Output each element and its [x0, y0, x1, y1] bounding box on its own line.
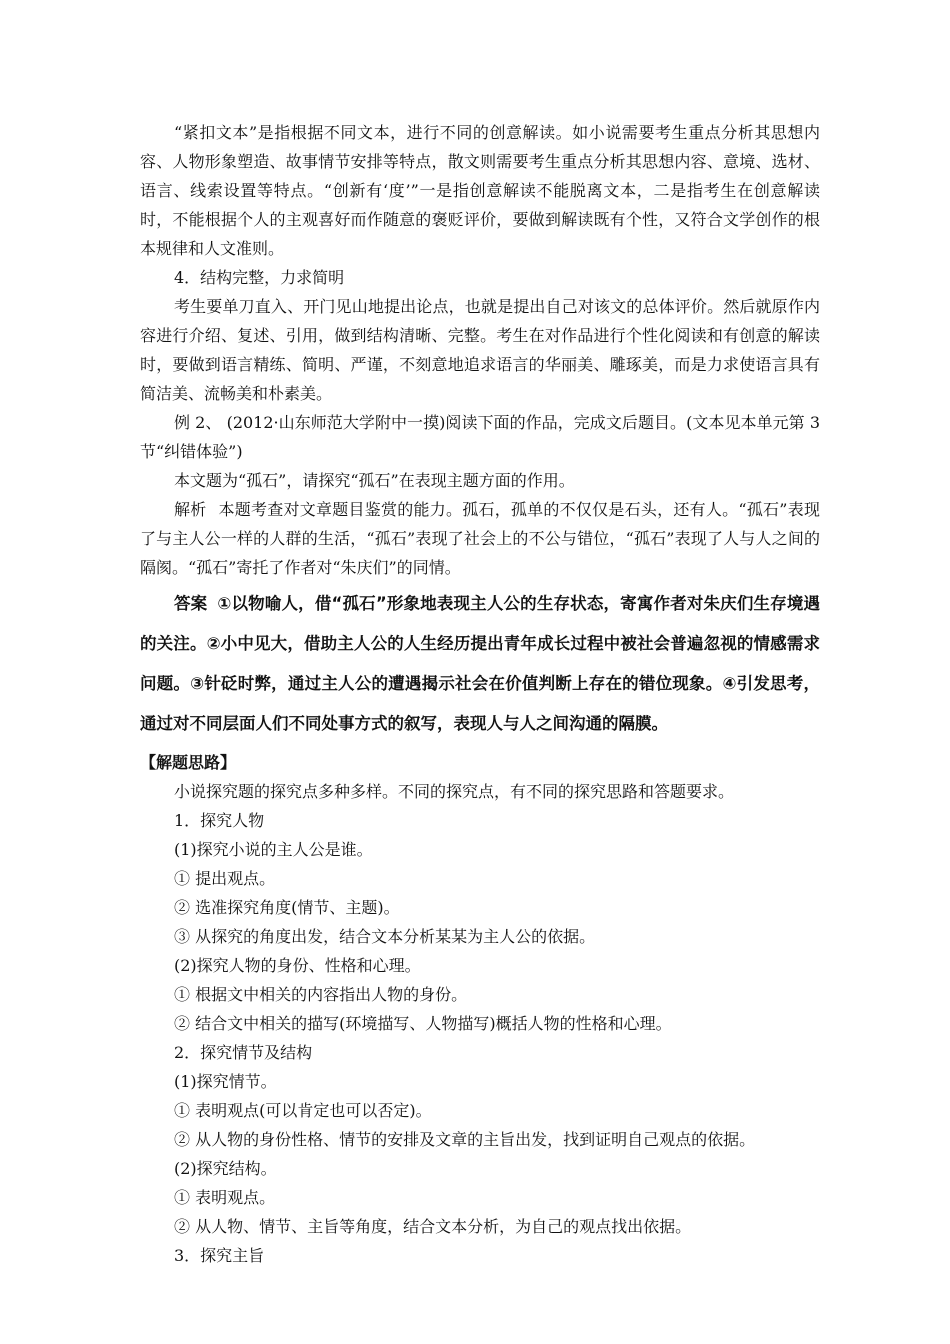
document-body	[140, 118, 820, 1270]
analysis-label: 解析	[174, 500, 207, 519]
list-item: (1)探究情节。	[174, 1072, 277, 1091]
list-item: (2)探究结构。	[174, 1159, 277, 1178]
example-question: 本文题为“孤石”，请探究“孤石”在表现主题方面的作用。	[174, 471, 575, 490]
list-item: ① 提出观点。	[174, 869, 276, 888]
list-item: 2．探究情节及结构	[174, 1043, 313, 1062]
list-item: ① 根据文中相关的内容指出人物的身份。	[174, 985, 468, 1004]
analysis-text: 本题考查对文章题目鉴赏的能力。孤石，孤单的不仅仅是石头，还有人。“孤石”表现了与主人公一样的人群的生活，“孤石”表现了社会上的不公与错位，“孤石”表现了人与人之间的隔阂。“孤石”寄托了作者对“朱庆们”的同情。	[140, 500, 820, 577]
subheading-structure: 4．结构完整，力求简明	[174, 268, 345, 287]
section-intro: 小说探究题的探究点多种多样。不同的探究点，有不同的探究思路和答题要求。	[174, 782, 735, 801]
answer-paragraph	[140, 584, 820, 744]
answer-label: 答案	[174, 594, 208, 613]
list-item: ② 结合文中相关的描写(环境描写、人物描写)概括人物的性格和心理。	[174, 1014, 672, 1033]
paragraph-structure-advice: 考生要单刀直入、开门见山地提出论点，也就是提出自己对该文的总体评价。然后就原作内容进行介绍、复述、引用，做到结构清晰、完整。考生在对作品进行个性化阅读和有创意的解读时，要做到语言精练、简明、严谨，不刻意地追求语言的华丽美、雕琢美，而是力求使语言具有简洁美、流畅美和朴素美。	[140, 297, 820, 403]
list-item: ① 表明观点(可以肯定也可以否定)。	[174, 1101, 432, 1120]
paragraph-text-tight-reading: “紧扣文本”是指根据不同文本，进行不同的创意解读。如小说需要考生重点分析其思想内容、人物形象塑造、故事情节安排等特点，散文则需要考生重点分析其思想内容、意境、选材、语言、线索设置等特点。“创新有‘度’”一是指创意解读不能脱离文本，二是指考生在创意解读时，不能根据个人的主观喜好而作随意的褒贬评价，要做到解读既有个性，又符合文学创作的根本规律和人文准则。	[140, 123, 820, 258]
list-item: ② 从人物的身份性格、情节的安排及文章的主旨出发，找到证明自己观点的依据。	[174, 1130, 756, 1149]
analysis-paragraph	[140, 495, 820, 582]
list-item: ② 选准探究角度(情节、主题)。	[174, 898, 400, 917]
list-item: 1．探究人物	[174, 811, 265, 830]
list-item: ③ 从探究的角度出发，结合文本分析某某为主人公的依据。	[174, 927, 596, 946]
example-intro: 例 2、 (2012·山东师范大学附中一摸)阅读下面的作品，完成文后题目。(文本见本单元第 3 节“纠错体验”)	[140, 413, 820, 461]
list-item: 3．探究主旨	[174, 1246, 265, 1265]
list-item: (2)探究人物的身份、性格和心理。	[174, 956, 421, 975]
list-item: ② 从人物、情节、主旨等角度，结合文本分析，为自己的观点找出依据。	[174, 1217, 692, 1236]
list-item: ① 表明观点。	[174, 1188, 276, 1207]
section-heading: 【解题思路】	[140, 753, 237, 772]
list-item: (1)探究小说的主人公是谁。	[174, 840, 373, 859]
answer-text: ①以物喻人，借“孤石”形象地表现主人公的生存状态，寄寓作者对朱庆们生存境遇的关注。②小中见大，借助主人公的人生经历提出青年成长过程中被社会普遍忽视的情感需求问题。③针砭时弊，通过主人公的遭遇揭示社会在价值判断上存在的错位现象。④引发思考，通过对不同层面人们不同处事方式的叙写，表现人与人之间沟通的隔膜。	[140, 594, 820, 733]
